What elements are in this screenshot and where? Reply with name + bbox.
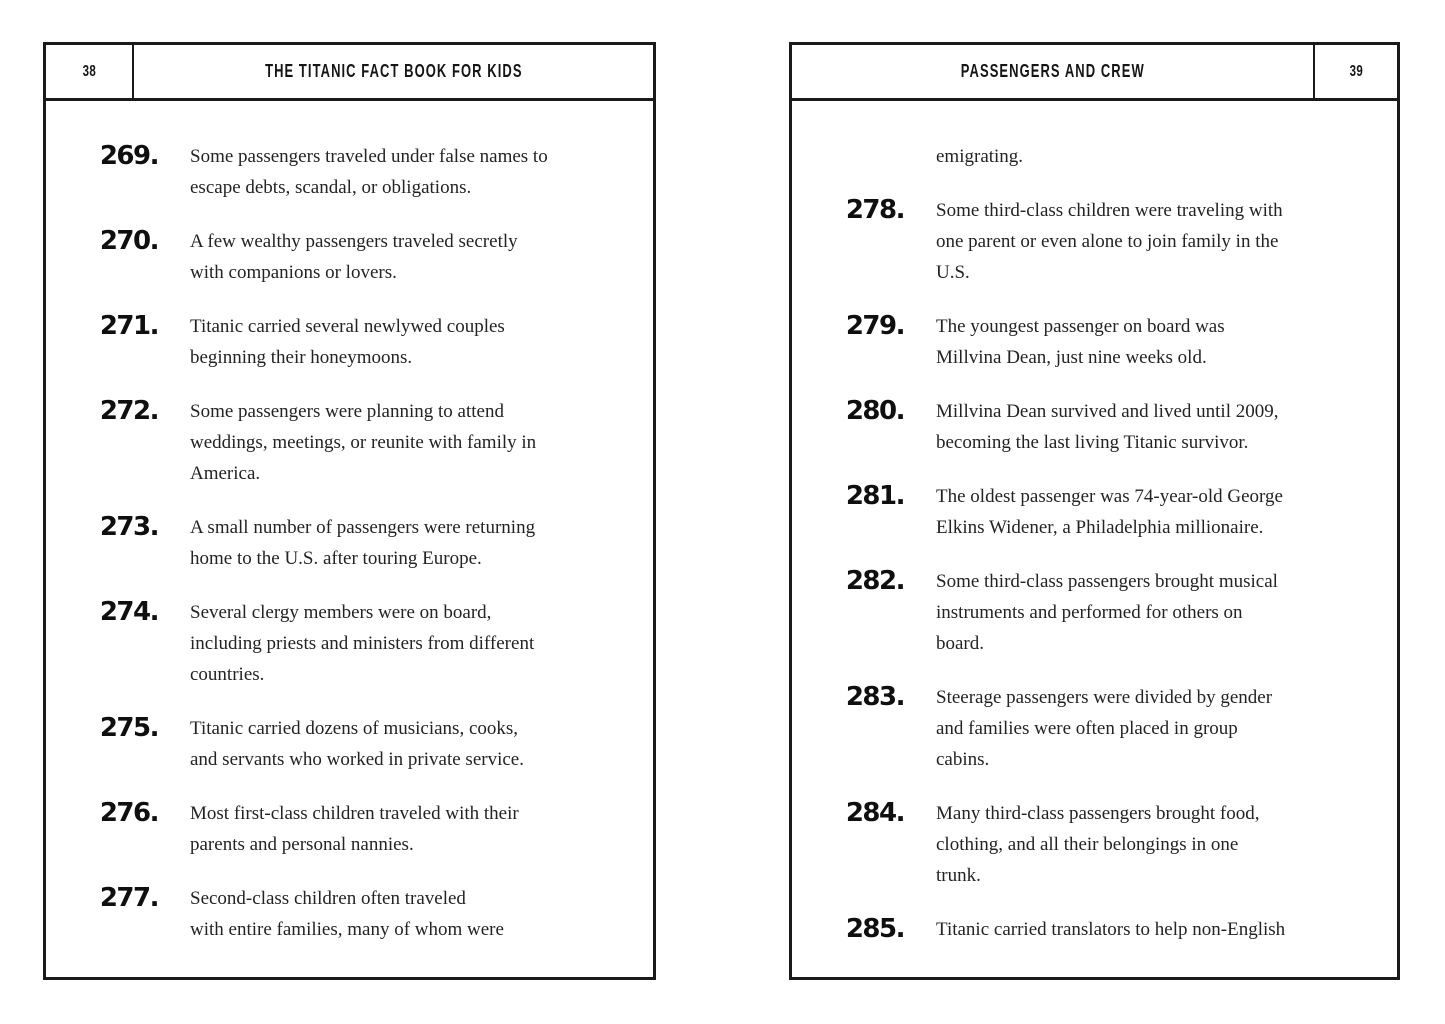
- fact-item: [792, 396, 1383, 458]
- fact-text: [936, 396, 1278, 458]
- fact-text: [190, 311, 505, 373]
- fact-text-line: A small number of passengers were returning: [190, 517, 536, 538]
- fact-text-line: weddings, meetings, or reunite with family in: [190, 432, 537, 453]
- left-page-body: [46, 101, 653, 945]
- fact-text-line: Some third-class children were traveling with: [936, 200, 1283, 221]
- fact-text-line: cabins.: [936, 749, 990, 770]
- fact-text-line: emigrating.: [936, 146, 1024, 167]
- right-page-header: [792, 45, 1397, 101]
- left-page-number-cell: [46, 45, 134, 98]
- left-page-number: 38: [82, 62, 96, 80]
- fact-text-line: Several clergy members were on board,: [190, 602, 492, 623]
- fact-text: [936, 481, 1283, 543]
- fact-number: 273.: [99, 512, 158, 542]
- fact-item: [792, 566, 1383, 659]
- fact-text: [190, 798, 519, 860]
- right-page-number-cell: [1313, 45, 1397, 98]
- fact-text-line: Some passengers traveled under false names to: [190, 146, 548, 167]
- fact-text: [190, 597, 534, 690]
- fact-text-line: Millvina Dean survived and lived until 2009,: [936, 401, 1279, 422]
- right-page-number: 39: [1349, 62, 1363, 80]
- fact-text-line: The youngest passenger on board was: [936, 316, 1225, 337]
- fact-text-line: clothing, and all their belongings in one: [936, 834, 1239, 855]
- fact-text-line: America.: [190, 463, 261, 484]
- fact-number: 272.: [99, 396, 158, 426]
- fact-text: [936, 141, 1023, 172]
- fact-text: [936, 682, 1272, 775]
- fact-item: [792, 481, 1383, 543]
- fact-text: [936, 566, 1278, 659]
- left-page-title-cell: [134, 45, 653, 98]
- right-page: [789, 42, 1400, 980]
- fact-text-line: Most first-class children traveled with their: [190, 803, 519, 824]
- fact-text-line: home to the U.S. after touring Europe.: [190, 548, 482, 569]
- left-page-running-title: THE TITANIC FACT BOOK FOR KIDS: [264, 61, 523, 81]
- fact-text: [936, 195, 1283, 288]
- fact-number: 279.: [845, 311, 904, 341]
- fact-number: 277.: [99, 883, 158, 913]
- fact-number: 281.: [845, 481, 904, 511]
- fact-item: [46, 311, 639, 373]
- fact-number: 284.: [845, 798, 904, 828]
- fact-text-line: instruments and performed for others on: [936, 602, 1243, 623]
- fact-text-line: Titanic carried translators to help non-English: [936, 919, 1286, 940]
- right-page-body: [792, 101, 1397, 945]
- fact-text: [190, 512, 535, 574]
- left-page-header: [46, 45, 653, 101]
- fact-text-line: with companions or lovers.: [190, 262, 397, 283]
- fact-text-line: including priests and ministers from different: [190, 633, 535, 654]
- fact-number: 278.: [845, 195, 904, 225]
- left-page: [43, 42, 656, 980]
- fact-text-line: countries.: [190, 664, 265, 685]
- fact-number: 283.: [845, 682, 904, 712]
- fact-item: [792, 914, 1383, 945]
- fact-number: 274.: [99, 597, 158, 627]
- fact-text-line: and servants who worked in private service.: [190, 749, 524, 770]
- fact-number: 276.: [99, 798, 158, 828]
- fact-text-line: Some passengers were planning to attend: [190, 401, 504, 422]
- fact-item: [46, 512, 639, 574]
- fact-item: [46, 396, 639, 489]
- fact-text-line: Many third-class passengers brought food,: [936, 803, 1260, 824]
- fact-item: [46, 597, 639, 690]
- fact-text: [190, 226, 518, 288]
- fact-item: [792, 682, 1383, 775]
- fact-text: [936, 798, 1259, 891]
- fact-text-line: becoming the last living Titanic survivor.: [936, 432, 1249, 453]
- right-page-running-title: PASSENGERS AND CREW: [960, 61, 1145, 81]
- fact-text-line: The oldest passenger was 74-year-old George: [936, 486, 1283, 507]
- fact-item: [792, 141, 1383, 172]
- fact-number: 280.: [845, 396, 904, 426]
- fact-item: [46, 798, 639, 860]
- fact-number: 282.: [845, 566, 904, 596]
- fact-item: [46, 713, 639, 775]
- fact-text-line: with entire families, many of whom were: [190, 919, 504, 940]
- fact-number: 270.: [99, 226, 158, 256]
- fact-text: [190, 883, 504, 945]
- fact-text-line: escape debts, scandal, or obligations.: [190, 177, 472, 198]
- fact-item: [792, 195, 1383, 288]
- fact-text-line: Titanic carried dozens of musicians, cooks,: [190, 718, 519, 739]
- fact-item: [46, 226, 639, 288]
- fact-text: [936, 914, 1285, 945]
- fact-number: 271.: [99, 311, 158, 341]
- fact-text: [190, 141, 548, 203]
- fact-text: [190, 396, 536, 489]
- fact-text-line: board.: [936, 633, 985, 654]
- fact-item: [792, 798, 1383, 891]
- fact-text-line: beginning their honeymoons.: [190, 347, 413, 368]
- fact-item: [46, 141, 639, 203]
- fact-text: [936, 311, 1225, 373]
- fact-text-line: one parent or even alone to join family in the: [936, 231, 1279, 252]
- fact-text: [190, 713, 524, 775]
- fact-item: [46, 883, 639, 945]
- fact-text-line: Titanic carried several newlywed couples: [190, 316, 505, 337]
- fact-text-line: U.S.: [936, 262, 970, 283]
- fact-text-line: Second-class children often traveled: [190, 888, 466, 909]
- fact-text-line: A few wealthy passengers traveled secretly: [190, 231, 518, 252]
- fact-text-line: Elkins Widener, a Philadelphia millionaire.: [936, 517, 1264, 538]
- fact-text-line: parents and personal nannies.: [190, 834, 414, 855]
- right-page-title-cell: [792, 45, 1313, 98]
- fact-text-line: Steerage passengers were divided by gender: [936, 687, 1273, 708]
- fact-text-line: Millvina Dean, just nine weeks old.: [936, 347, 1207, 368]
- fact-number: 285.: [845, 914, 904, 944]
- fact-text-line: trunk.: [936, 865, 981, 886]
- fact-number: 275.: [99, 713, 158, 743]
- fact-number: 269.: [99, 141, 158, 171]
- fact-item: [792, 311, 1383, 373]
- fact-text-line: and families were often placed in group: [936, 718, 1238, 739]
- fact-text-line: Some third-class passengers brought musical: [936, 571, 1278, 592]
